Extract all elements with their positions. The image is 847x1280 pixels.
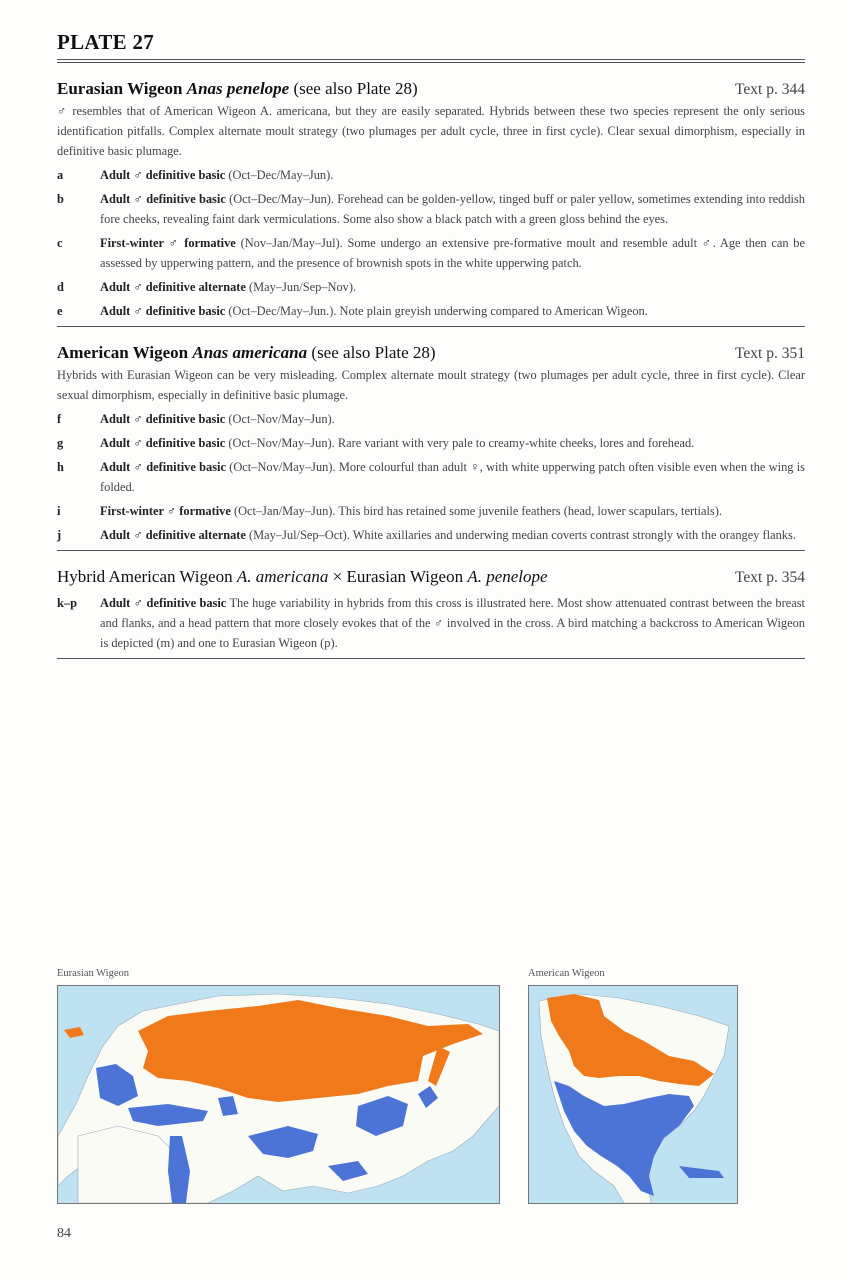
scientific-name: Anas penelope	[186, 79, 290, 98]
american-range-map	[528, 985, 738, 1204]
plate-item: f Adult ♂ definitive basic (Oct–Nov/May–Jun).	[57, 412, 335, 426]
common-name: Eurasian Wigeon	[57, 79, 183, 98]
american-map-caption: American Wigeon	[528, 968, 605, 979]
plate-item: c First-winter ♂ formative (Nov–Jan/May–Jul). Some undergo an extensive pre-formative moult and resemble adult ♂. Age then can be assessed by upperwing pattern, and the presence of brownish spots in the white upperwing patch.	[57, 236, 805, 270]
item-list-eurasian	[57, 165, 805, 321]
page-number: 84	[57, 1226, 71, 1241]
plate-item: i First-winter ♂ formative (Oct–Jan/May–Jun). This bird has retained some juvenile feathers (head, lower scapulars, tertials).	[57, 504, 722, 518]
eurasian-map-caption: Eurasian Wigeon	[57, 968, 129, 979]
plate-item: d Adult ♂ definitive alternate (May–Jun/Sep–Nov).	[57, 280, 357, 294]
species-header-american	[57, 343, 805, 363]
species-intro: ♂ resembles that of American Wigeon A. americana, but they are easily separated. Hybrids between these two species represent the only serious identification pitfalls. Complex alternate moult strategy (two plumages per adult cycle, three in first cycle). Clear sexual dimorphism, especially in definitive basic plumage.	[57, 104, 805, 158]
title-rule	[57, 59, 805, 63]
item-list-american	[57, 409, 805, 545]
text-page-ref: Text p. 351	[735, 345, 805, 362]
text-page-ref: Text p. 344	[735, 81, 805, 98]
species-intro: Hybrids with Eurasian Wigeon can be very misleading. Complex alternate moult strategy (two plumages per adult cycle, three in first cycle). Clear sexual dimorphism, especially in definitive basic plumage.	[57, 368, 805, 402]
plate-item: b Adult ♂ definitive basic (Oct–Dec/May–Jun). Forehead can be golden-yellow, tinged buff or paler yellow, sometimes extending into reddish fore cheeks, revealing faint dark vermiculations. Some also show a black patch with a green gloss behind the eyes.	[57, 192, 805, 226]
plate-item: j Adult ♂ definitive alternate (May–Jul/Sep–Oct). White axillaries and underwing median coverts contrast strongly with the orangey flanks.	[57, 528, 796, 542]
scientific-name: Anas americana	[192, 343, 308, 362]
plate-page	[57, 30, 805, 659]
text-page-ref: Text p. 354	[735, 569, 805, 586]
plate-item: k–p Adult ♂ definitive basic The huge variability in hybrids from this cross is illustrated here. Most show attenuated contrast between the breast and flanks, and a head pattern that more closely evokes that of the ♂ involved in the cross. A bird matching a backcross to American Wigeon is depicted (m) and one to Eurasian Wigeon (p).	[57, 596, 805, 650]
see-also: (see also Plate 28)	[311, 343, 436, 362]
plate-item: e Adult ♂ definitive basic (Oct–Dec/May–Jun.). Note plain greyish underwing compared to American Wigeon.	[57, 304, 648, 318]
section-divider	[57, 658, 805, 659]
species-header-eurasian	[57, 79, 805, 99]
section-divider	[57, 550, 805, 551]
species-header-hybrid: Hybrid American Wigeon A. americana × Eurasian Wigeon A. penelope Text p. 354	[57, 567, 805, 586]
plate-item: a Adult ♂ definitive basic (Oct–Dec/May–Jun).	[57, 168, 334, 182]
plate-item: h Adult ♂ definitive basic (Oct–Nov/May–Jun). More colourful than adult ♀, with white upperwing patch often visible even when the wing is folded.	[57, 460, 805, 494]
see-also: (see also Plate 28)	[293, 79, 418, 98]
plate-item: g Adult ♂ definitive basic (Oct–Nov/May–Jun). Rare variant with very pale to creamy-white cheeks, lores and forehead.	[57, 436, 695, 450]
plate-title: PLATE 27	[57, 30, 155, 54]
section-divider	[57, 326, 805, 327]
eurasian-range-map	[57, 985, 500, 1204]
common-name: American Wigeon	[57, 343, 189, 362]
